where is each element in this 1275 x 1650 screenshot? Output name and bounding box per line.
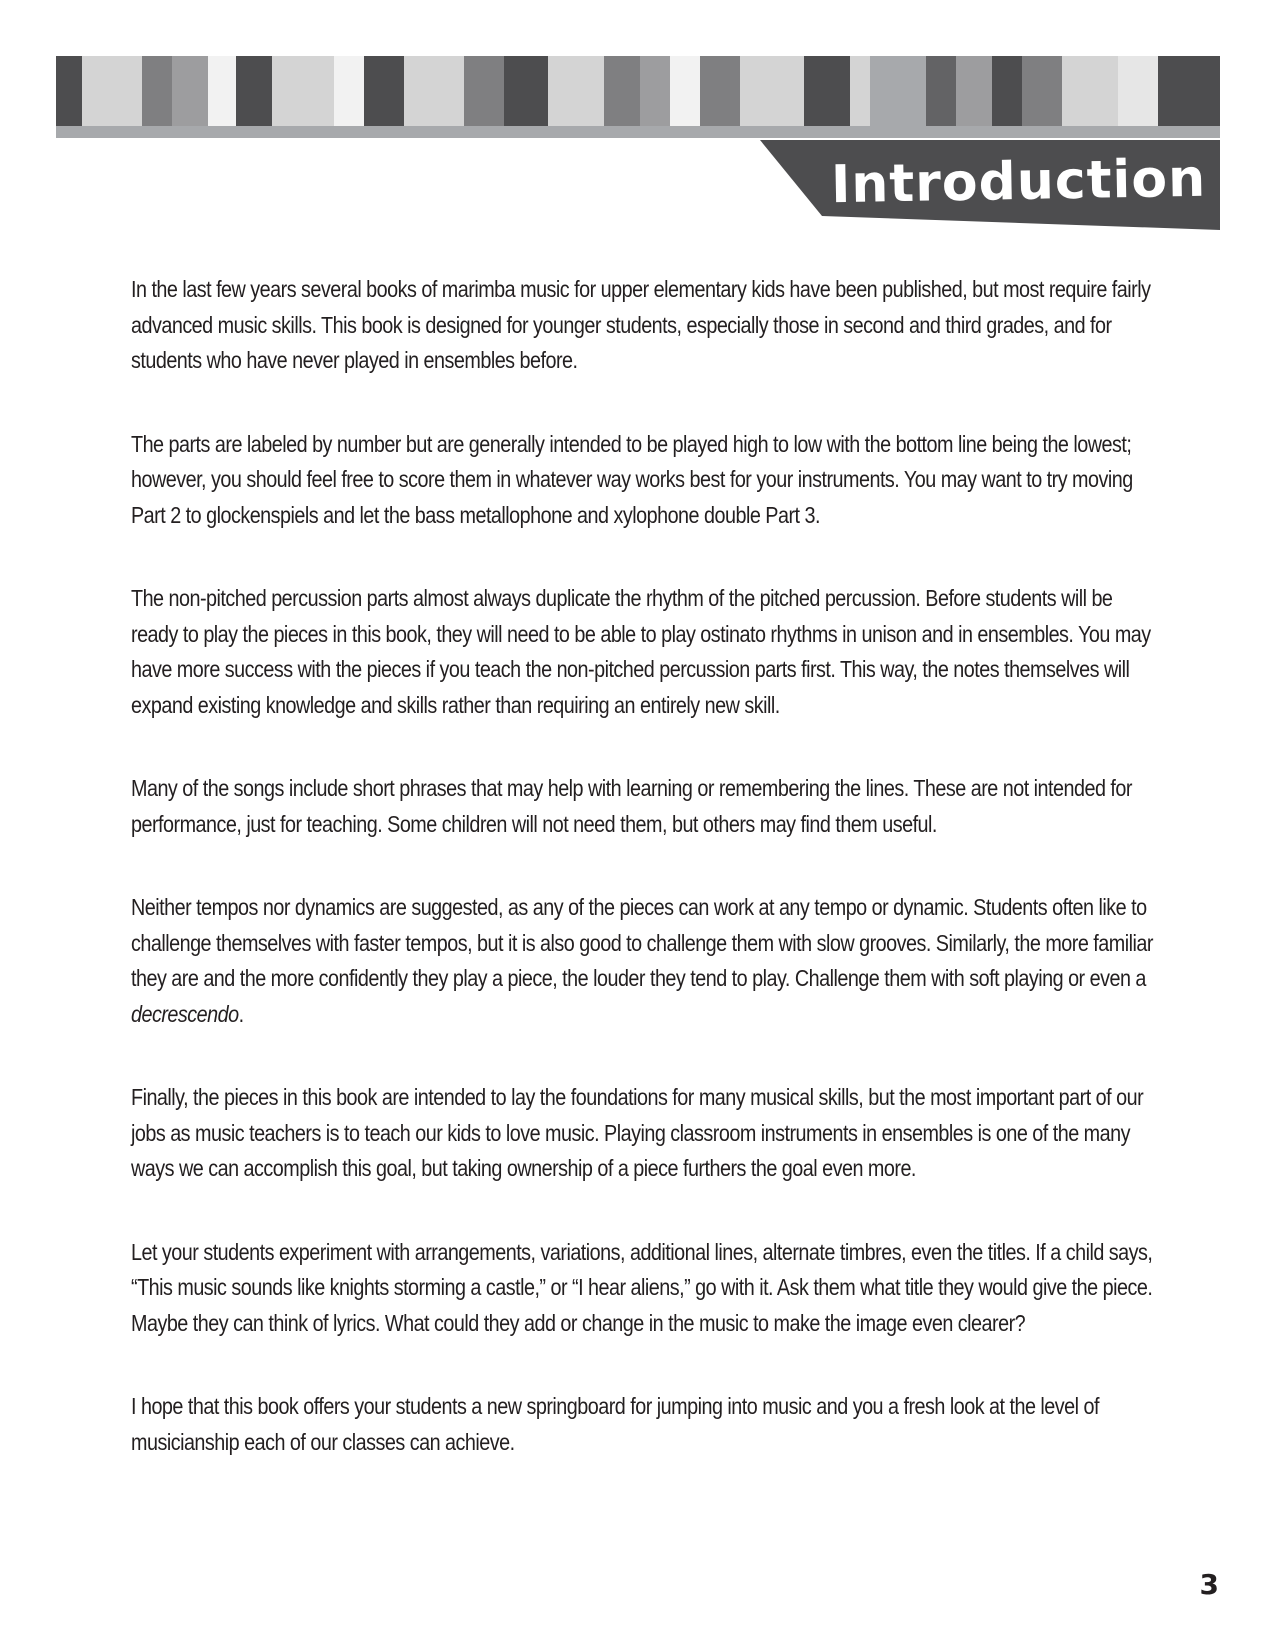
piano-keys-banner [56,56,1220,140]
paragraph-finally: Finally, the pieces in this book are intended to lay the foundations for many musical skills, but the most important part of our jobs as music teachers is to teach our kids to love music. Playing classroom instruments in ensembles is one of the many ways we can accomplish this goal, but taking ownership of a piece furthers the goal even more. [131,1084,1144,1181]
paragraph-tempos-text: Neither tempos nor dynamics are suggested, as any of the pieces can work at any tempo or dynamic. Students often like to challenge themselves with faster tempos, but it is also good to challenge them with slow grooves. Similarly, the more familiar they are and the more confidently they play a piece, the louder they tend to play. Challenge them with soft playing or even a [131,894,1153,991]
paragraph-intro: In the last few years several books of marimba music for upper elementary kids have been published, but most require fairly advanced music skills. This book is designed for younger students, especially those in second and third grades, and for students who have never played in ensembles before. [131,276,1151,373]
paragraph-closing: I hope that this book offers your students a new springboard for jumping into music and you a fresh look at the level of musicianship each of our classes can achieve. [131,1393,1099,1455]
decorative-header-bar [56,56,1220,140]
paragraph-tempos-end: . [238,1000,244,1027]
page-title: Introduction [830,148,1207,216]
paragraph-phrases: Many of the songs include short phrases that may help with learning or remembering the lines. These are not intended for performance, just for teaching. Some children will not need them, but others may find them useful. [131,775,1132,837]
title-tab [760,140,1220,232]
decrescendo-term: decrescendo [131,1000,239,1027]
body-text [131,272,1155,1508]
paragraph-experiment: Let your students experiment with arrangements, variations, additional lines, alternate timbres, even the titles. If a child says, “This music sounds like knights storming a castle,” or “I hear aliens,” go with it. Ask them what title they would give the piece. Maybe they can think of lyrics. What could they add or change in the music to make the image even clearer? [131,1238,1153,1336]
page-number: 3 [1199,1568,1219,1601]
paragraph-parts: The parts are labeled by number but are generally intended to be played high to low with the bottom line being the lowest; however, you should feel free to score them in whatever way works best for your instruments. You may want to try moving Part 2 to glockenspiels and let the bass metallophone and xylophone double Part 3. [131,430,1133,528]
paragraph-non-pitched: The non-pitched percussion parts almost always duplicate the rhythm of the pitched percussion. Before students will be ready to play the pieces in this book, they will need to be able to play ostinato rhythms in unison and in ensembles. You may have more success with the pieces if you teach the non-pitched percussion parts first. This way, the notes themselves will expand existing knowledge and skills rather than requiring an entirely new skill. [131,585,1151,718]
paragraph-tempos [131,890,1154,1032]
